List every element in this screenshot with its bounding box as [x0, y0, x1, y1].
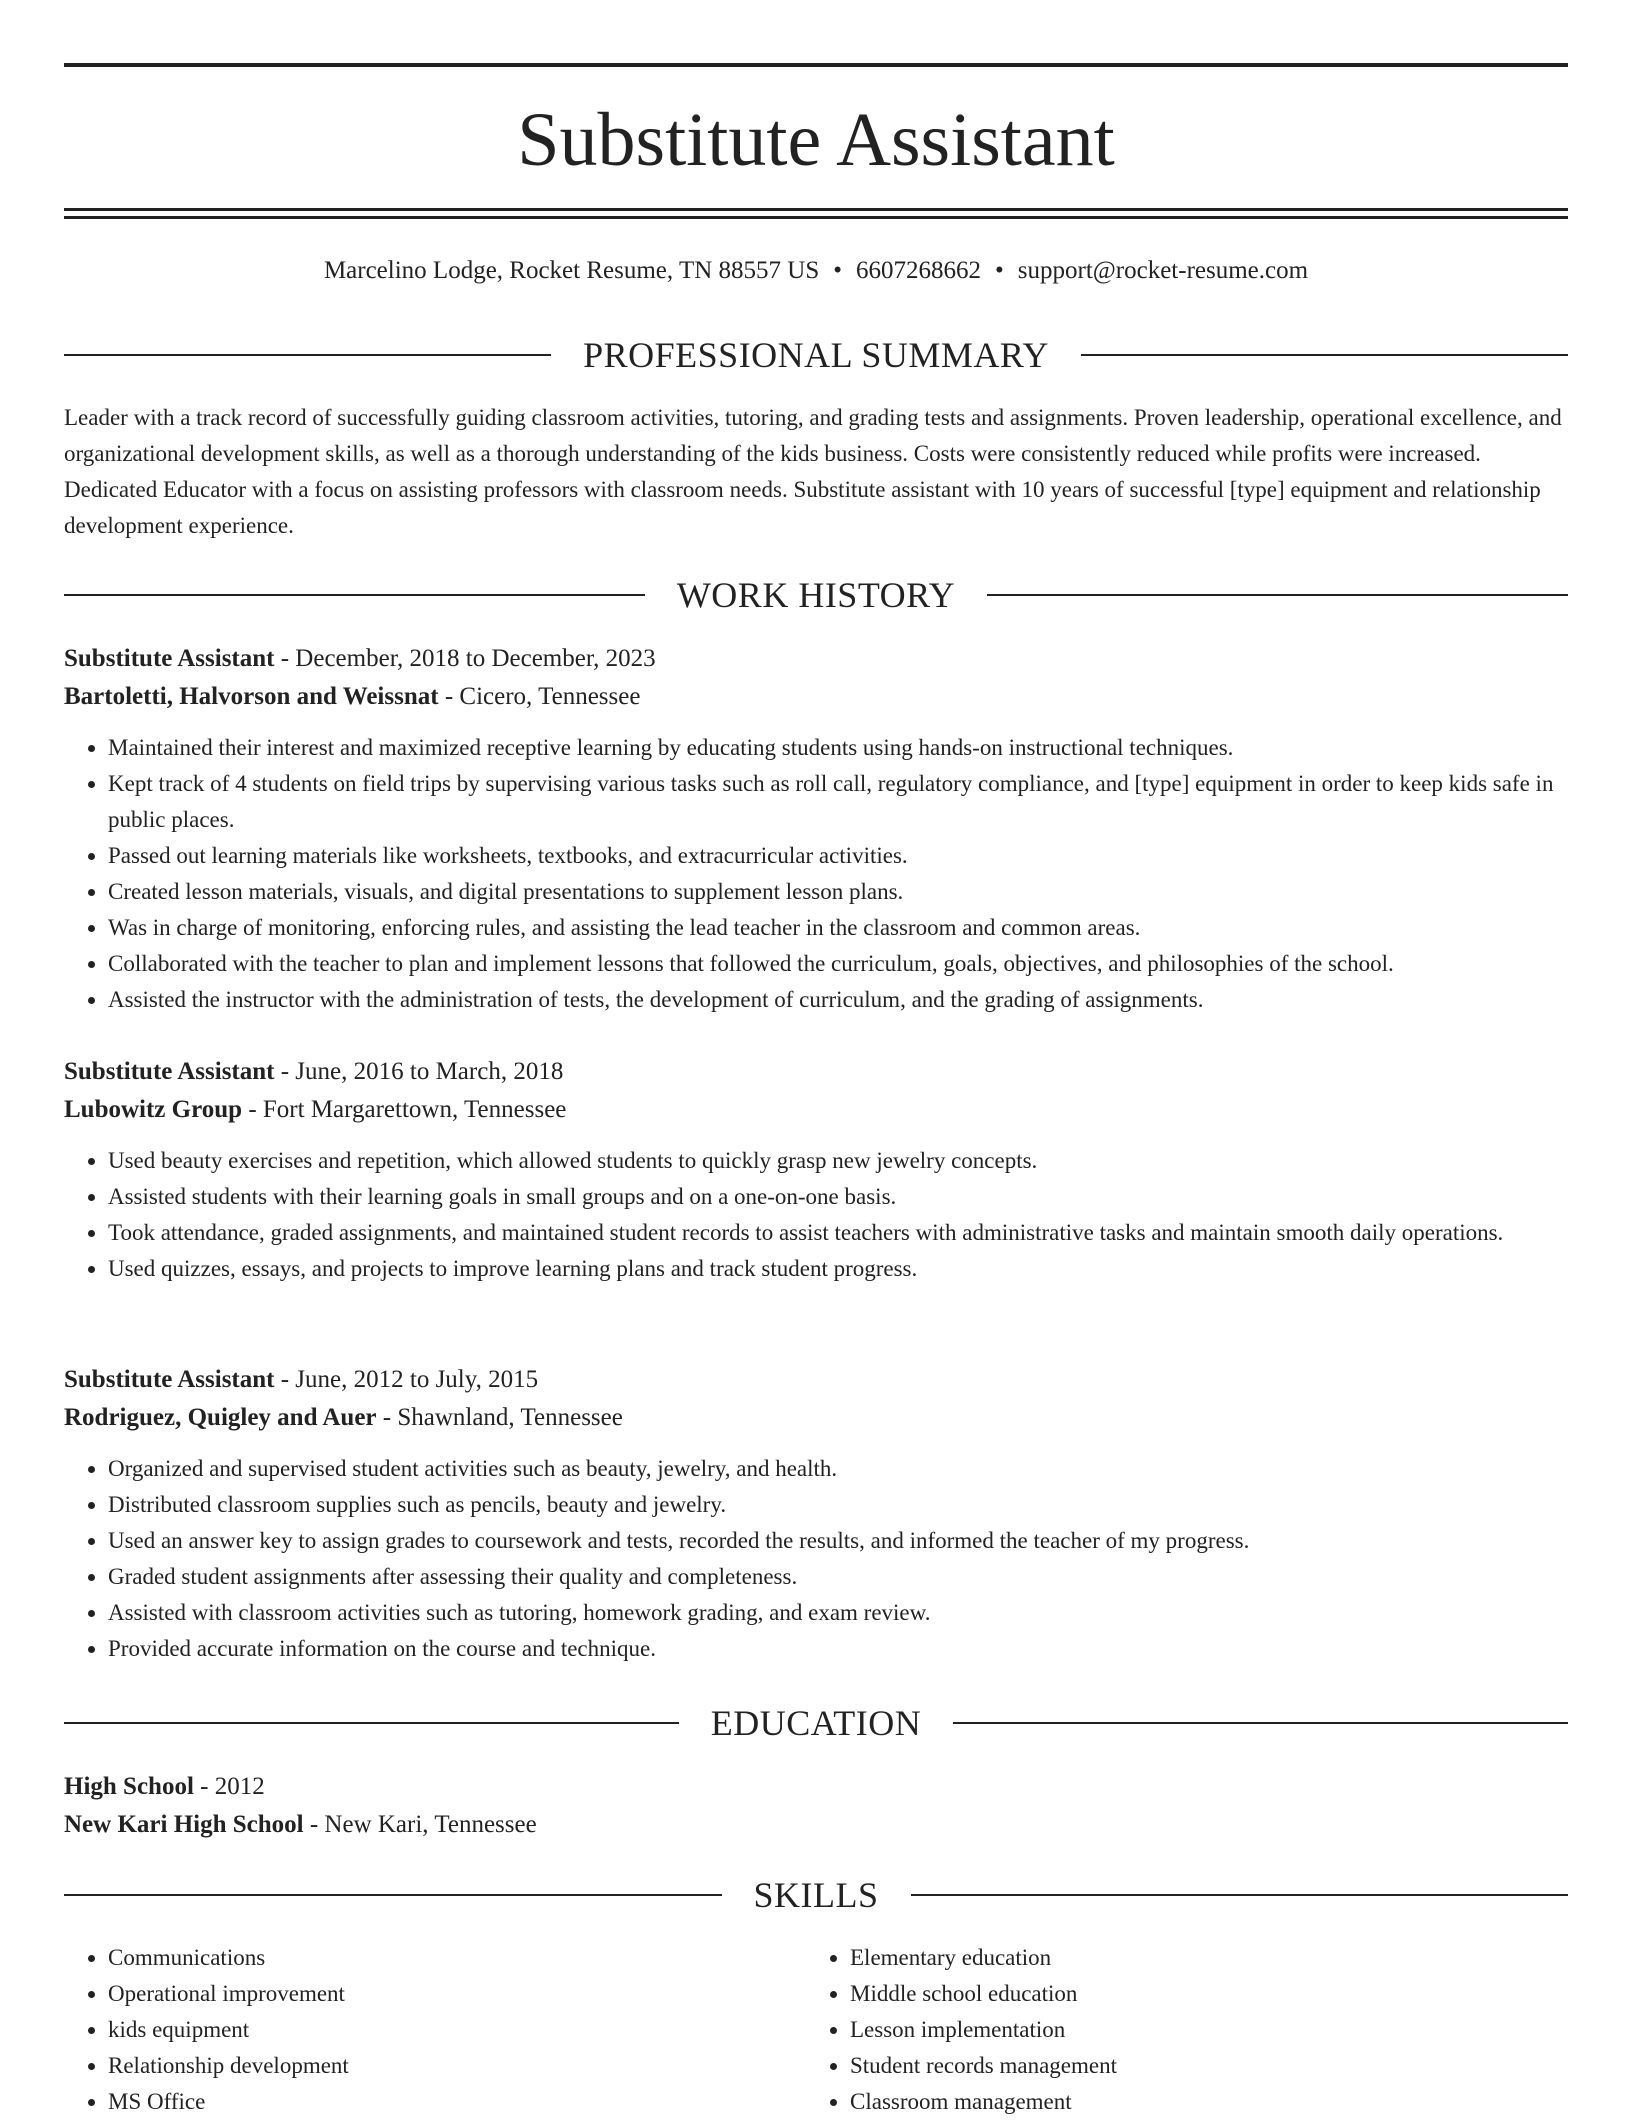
job-heading	[64, 1361, 1568, 1399]
job-bullets	[64, 1143, 1568, 1287]
section-header-work	[64, 573, 1568, 617]
list-item: • Collaborated with the teacher to plan and implement lessons that followed the curriculum, goals, objectives, and philosophies of the school.	[108, 946, 1568, 982]
education-degree: High School	[64, 1773, 194, 1800]
contact-phone: 6607268662	[856, 257, 981, 284]
job-location: - Cicero, Tennessee	[438, 683, 641, 710]
job-entry	[64, 640, 1568, 1018]
section-rule	[1081, 354, 1568, 356]
list-item: • Assisted students with their learning goals in small groups and on a one-on-one basis.	[108, 1179, 1568, 1215]
job-employer	[64, 1399, 1568, 1437]
job-employer	[64, 678, 1568, 716]
list-item: • Elementary education	[850, 1940, 1548, 1976]
list-item: • Maintained their interest and maximized receptive learning by educating students using hands-on instructional techniques.	[108, 730, 1568, 766]
section-title: SKILLS	[753, 1875, 879, 1915]
list-item: • Assisted the instructor with the administration of tests, the development of curriculum, and the grading of assignments.	[108, 982, 1568, 1018]
list-item: • Graded student assignments after assessing their quality and completeness.	[108, 1559, 1568, 1595]
list-item: • Provided accurate information on the course and technique.	[108, 1631, 1568, 1667]
job-heading	[64, 640, 1568, 678]
job-dates: - December, 2018 to December, 2023	[274, 645, 656, 672]
contact-line	[64, 254, 1568, 288]
section-header-summary	[64, 333, 1568, 377]
skills-column-left	[64, 1940, 806, 2120]
education-location: - New Kari, Tennessee	[303, 1811, 537, 1838]
section-header-skills	[64, 1873, 1568, 1917]
list-item: • Was in charge of monitoring, enforcing rules, and assisting the lead teacher in the classroom and common areas.	[108, 910, 1568, 946]
list-item: • Classroom management	[850, 2084, 1548, 2120]
job-title: Substitute Assistant	[64, 645, 275, 672]
contact-separator: •	[833, 257, 842, 284]
list-item: • Lesson implementation	[850, 2012, 1548, 2048]
job-entry	[64, 1361, 1568, 1667]
list-item: • Operational improvement	[108, 1976, 806, 2012]
section-title: EDUCATION	[710, 1703, 922, 1743]
section-rule	[987, 594, 1568, 596]
list-item: • kids equipment	[108, 2012, 806, 2048]
job-title: Substitute Assistant	[64, 1058, 275, 1085]
education-school: New Kari High School	[64, 1811, 304, 1838]
education-school-line	[64, 1806, 1568, 1844]
contact-email: support@rocket-resume.com	[1017, 257, 1309, 284]
section-rule	[911, 1894, 1569, 1896]
list-item: • Used quizzes, essays, and projects to improve learning plans and track student progress.	[108, 1251, 1568, 1287]
job-bullets	[64, 730, 1568, 1018]
section-title: PROFESSIONAL SUMMARY	[583, 335, 1049, 375]
top-rule	[64, 63, 1568, 67]
job-location: - Fort Margarettown, Tennessee	[242, 1096, 567, 1123]
list-item: • Created lesson materials, visuals, and digital presentations to supplement lesson plans.	[108, 874, 1568, 910]
job-title: Substitute Assistant	[64, 1366, 275, 1393]
education-year: - 2012	[193, 1773, 265, 1800]
list-item: • Took attendance, graded assignments, and maintained student records to assist teachers with administrative tasks and maintain smooth daily operations.	[108, 1215, 1568, 1251]
list-item: • Kept track of 4 students on field trips by supervising various tasks such as roll call, regulatory compliance, and [type] equipment in order to keep kids safe in public places.	[108, 766, 1568, 838]
section-rule	[64, 594, 645, 596]
section-rule	[953, 1722, 1568, 1724]
job-employer	[64, 1091, 1568, 1129]
list-item: • Used beauty exercises and repetition, which allowed students to quickly grasp new jewelry concepts.	[108, 1143, 1568, 1179]
resume-title: Substitute Assistant	[517, 98, 1115, 182]
job-heading	[64, 1053, 1568, 1091]
section-rule	[64, 354, 551, 356]
job-company: Bartoletti, Halvorson and Weissnat	[64, 683, 439, 710]
education-heading	[64, 1768, 1568, 1806]
job-bullets	[64, 1451, 1568, 1667]
summary-text: Leader with a track record of successfully guiding classroom activities, tutoring, and grading tests and assignments. Proven leadership, operational excellence, and organizational development skills, as well as a thorough understanding of the kids business. Costs were consistently reduced while profits were increased. Dedicated Educator with a focus on assisting professors with classroom needs. Substitute assistant with 10 years of successful [type] equipment and relationship development experience.	[64, 405, 1562, 538]
list-item: • Student records management	[850, 2048, 1548, 2084]
job-entry	[64, 1053, 1568, 1287]
section-header-education	[64, 1701, 1568, 1745]
skills-column-right	[806, 1940, 1548, 2120]
section-rule	[64, 1894, 722, 1896]
list-item: • Communications	[108, 1940, 806, 1976]
list-item: • Assisted with classroom activities such as tutoring, homework grading, and exam review.	[108, 1595, 1568, 1631]
list-item: • Used an answer key to assign grades to coursework and tests, recorded the results, and informed the teacher of my progress.	[108, 1523, 1568, 1559]
skills-list	[64, 1940, 1568, 2120]
contact-separator: •	[995, 257, 1004, 284]
list-item: • Distributed classroom supplies such as pencils, beauty and jewelry.	[108, 1487, 1568, 1523]
job-dates: - June, 2016 to March, 2018	[274, 1058, 564, 1085]
section-rule	[64, 1722, 679, 1724]
list-item: • Middle school education	[850, 1976, 1548, 2012]
job-company: Lubowitz Group	[64, 1096, 243, 1123]
education-entry	[64, 1768, 1568, 1844]
list-item: • MS Office	[108, 2084, 806, 2120]
job-dates: - June, 2012 to July, 2015	[274, 1366, 539, 1393]
contact-address: Marcelino Lodge, Rocket Resume, TN 88557 US	[323, 257, 820, 284]
title-rule-upper	[64, 208, 1568, 211]
job-company: Rodriguez, Quigley and Auer	[64, 1404, 377, 1431]
job-location: - Shawnland, Tennessee	[376, 1404, 623, 1431]
title-rule-lower	[64, 216, 1568, 219]
list-item: • Passed out learning materials like worksheets, textbooks, and extracurricular activities.	[108, 838, 1568, 874]
list-item: • Relationship development	[108, 2048, 806, 2084]
list-item: • Organized and supervised student activities such as beauty, jewelry, and health.	[108, 1451, 1568, 1487]
section-title: WORK HISTORY	[676, 575, 956, 615]
